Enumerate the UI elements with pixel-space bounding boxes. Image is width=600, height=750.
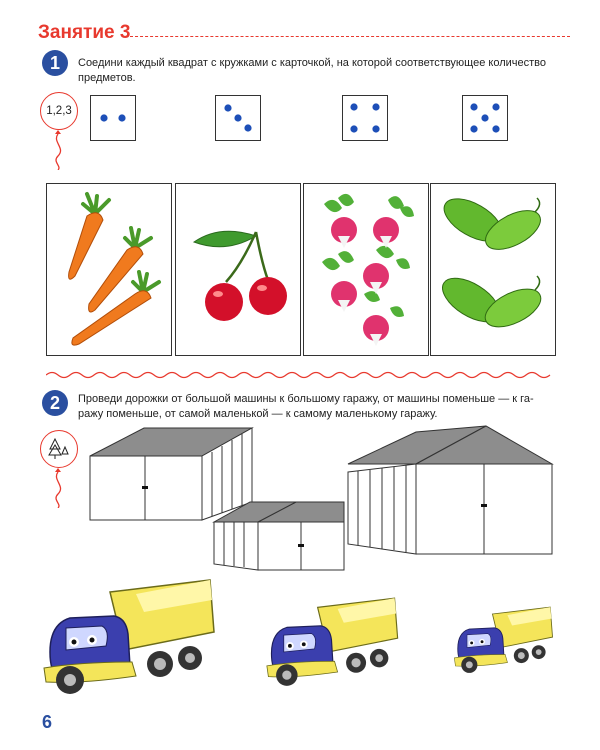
truck-small[interactable] [452,602,556,678]
task-text-line: Проведи дорожки от большой машины к большому гаражу, от машины поменьше — к га- [78,393,534,405]
truck-medium[interactable] [263,592,403,692]
path-balloon [40,430,80,508]
task-instructions [78,392,578,421]
tree-icon [40,430,78,468]
dice-two-dots[interactable] [90,95,136,141]
dots-icon [463,96,507,140]
counting-balloon [40,92,80,170]
dots-icon [216,96,260,140]
balloon-string-icon [40,130,80,170]
balloon-label: 1,2,3 [40,92,78,130]
truck-large[interactable] [40,572,220,702]
task-number-badge: 1 [42,50,68,76]
page-title: Занятие 3 [38,22,131,43]
title-divider [130,36,570,37]
carrot-card[interactable] [46,183,172,356]
cherry-icon [176,184,300,355]
garage-extra-large[interactable] [346,424,556,556]
radish-icon [304,184,428,355]
garage-small[interactable] [212,500,346,572]
cucumber-icon [431,184,555,355]
dice-five-dots[interactable] [462,95,508,141]
task-text-line: Соедини каждый квадрат с кружками с карточкой, на которой соответствующее количество [78,57,546,69]
task-text-line: предметов. [78,71,136,84]
dice-three-dots[interactable] [215,95,261,141]
radish-card[interactable] [303,183,429,356]
section-divider [46,370,556,380]
cucumber-card[interactable] [430,183,556,356]
task-number-badge: 2 [42,390,68,416]
balloon-string-icon [40,468,80,508]
carrot-icon [47,184,171,355]
task-text-line: ражу поменьше, от самой маленькой — к самому маленькому гаражу. [78,407,438,420]
dice-four-dots[interactable] [342,95,388,141]
cherry-card[interactable] [175,183,301,356]
dots-icon [343,96,387,140]
page-number: 6 [42,712,53,732]
dots-icon [91,96,135,140]
task-instructions [78,56,578,85]
